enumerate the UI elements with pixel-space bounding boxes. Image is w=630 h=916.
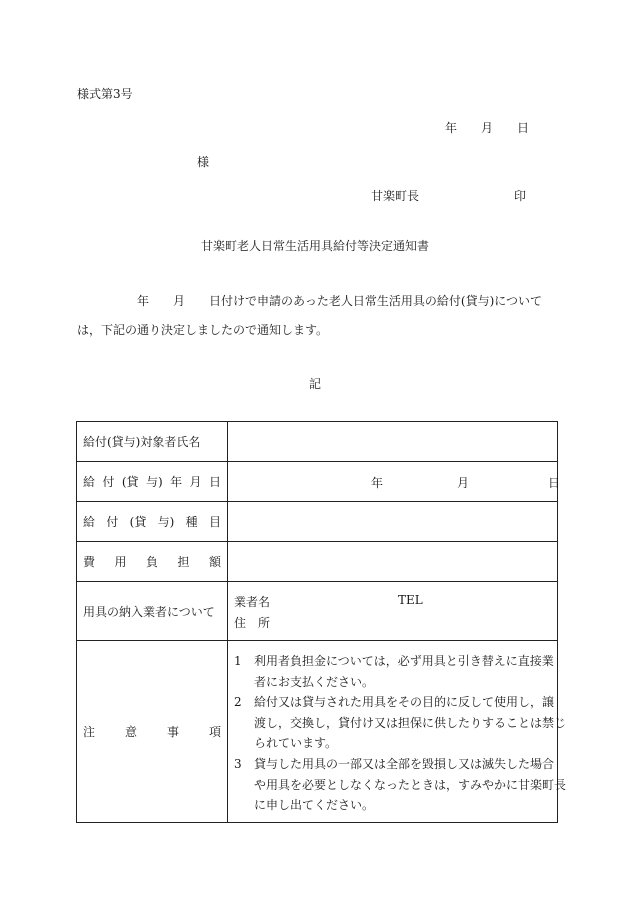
decision-table bbox=[76, 421, 567, 823]
header-date-day: 日 bbox=[517, 121, 530, 135]
grant-date-label: 給 付 (貸 与) 年 月 日 bbox=[77, 462, 228, 502]
table-row bbox=[77, 641, 558, 823]
body-line-2: は，下記の通り決定しましたので通知します。 bbox=[77, 323, 329, 337]
grant-date-value bbox=[228, 462, 561, 502]
recipient-name-label: 給付(貸与)対象者氏名 bbox=[77, 422, 228, 462]
seal-mark: 印 bbox=[514, 189, 527, 203]
note-item: 1 利用者負担金については，必ず用具と引き替えに直接業 者にお支払ください。 bbox=[234, 654, 554, 689]
header-date-month: 月 bbox=[481, 121, 494, 135]
table-row bbox=[77, 422, 558, 462]
table-row bbox=[77, 502, 558, 542]
vendor-value bbox=[228, 582, 558, 641]
table-row bbox=[77, 542, 558, 582]
ki-heading: 記 bbox=[308, 377, 321, 391]
header-date-year: 年 bbox=[445, 121, 458, 135]
grant-type-label: 給 付 (貸 与) 種 目 bbox=[77, 502, 228, 542]
body-line-1: 年 月 日付けで申請のあった老人日常生活用具の給付(貸与)について bbox=[137, 294, 543, 308]
notes-label: 注 意 事 項 bbox=[77, 641, 228, 823]
body-text bbox=[77, 287, 557, 345]
vendor-name-label: 業者名 bbox=[234, 595, 271, 609]
vendor-address-label: 住 所 bbox=[234, 616, 271, 630]
form-number: 様式第3号 bbox=[77, 87, 133, 101]
recipient-name-value bbox=[228, 422, 558, 462]
note-item: 3 貸与した用具の一部又は全部を毀損し又は滅失した場合 や用具を必要としなくなったときは，すみやかに甘楽町長 に申し出てください。 bbox=[234, 756, 567, 813]
table-row bbox=[77, 582, 558, 641]
notes-value bbox=[228, 641, 567, 823]
vendor-tel-label: TEL bbox=[398, 593, 423, 607]
grant-date-month: 月 bbox=[457, 476, 470, 490]
grant-type-value bbox=[228, 502, 558, 542]
grant-date-year: 年 bbox=[371, 476, 384, 490]
header-date bbox=[445, 119, 529, 136]
document-title: 甘楽町老人日常生活用具給付等決定通知書 bbox=[200, 239, 429, 253]
cost-burden-label: 費 用 負 担 額 bbox=[77, 542, 228, 582]
issuer: 甘楽町長 bbox=[371, 189, 420, 203]
grant-date-day: 日 bbox=[548, 476, 561, 490]
note-item: 2 給付又は貸与された用具をその目的に反して使用し，譲 渡し，交換し，貸付け又は担保に供したりすることは禁じ られています。 bbox=[234, 695, 567, 751]
cost-burden-value bbox=[228, 542, 558, 582]
addressee-suffix: 様 bbox=[197, 155, 210, 169]
table-row bbox=[77, 462, 558, 502]
vendor-label: 用具の納入業者について bbox=[77, 582, 228, 641]
